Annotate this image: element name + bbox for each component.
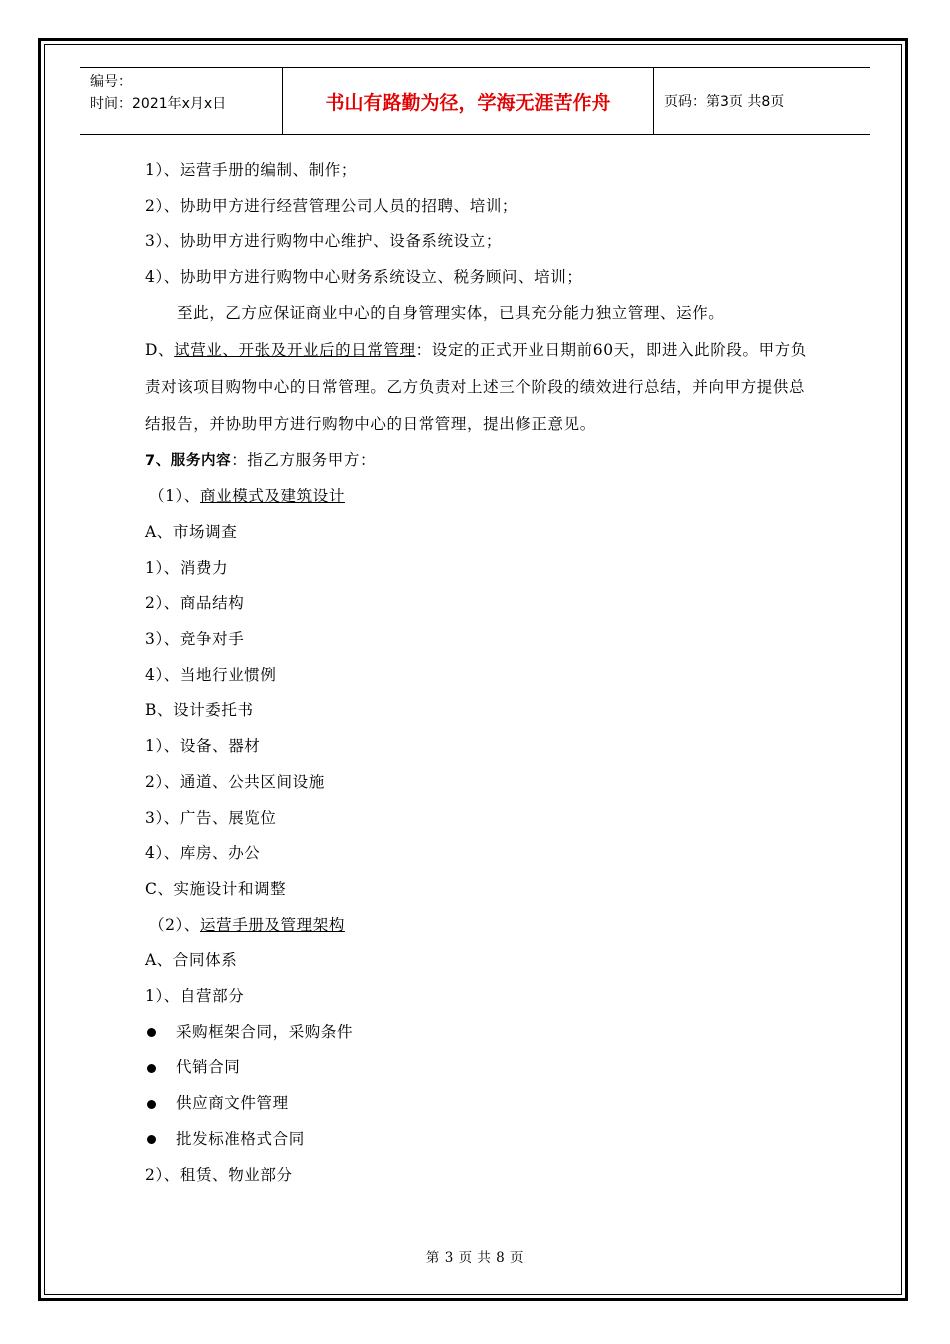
bullet-icon bbox=[147, 1028, 156, 1037]
list-item: 2）、商品结构 bbox=[145, 594, 245, 613]
bullet-text: 代销合同 bbox=[176, 1058, 241, 1077]
page-header bbox=[80, 67, 870, 135]
list-item: 2）、通道、公共区间设施 bbox=[145, 772, 325, 791]
list-item: 3）、协助甲方进行购物中心维护、设备系统设立； bbox=[145, 232, 502, 251]
document-body bbox=[145, 153, 815, 1193]
d-prefix: D、 bbox=[145, 340, 175, 359]
bullet-icon bbox=[147, 1135, 156, 1144]
d-body: ：设定的正式开业日期前60天，即进入此阶段。甲方负责对该项目购物中心的日常管理。乙方负责对上述三个阶段的绩效进行总结，并向甲方提供总结报告，并协助甲方进行购物中心的日常管理，提出修正意见。 bbox=[145, 340, 807, 433]
header-page-number: 页码：第3页 共8页 bbox=[664, 94, 785, 110]
bullet-text: 采购框架合同，采购条件 bbox=[176, 1022, 354, 1041]
list-item: A、合同体系 bbox=[145, 951, 238, 970]
bullet-item bbox=[145, 1122, 815, 1158]
page-footer: 第 3 页 共 8 页 bbox=[425, 1250, 525, 1266]
number-label: 编号： bbox=[90, 74, 132, 90]
list-item: 4）、库房、办公 bbox=[145, 844, 261, 863]
bullet-icon bbox=[147, 1064, 156, 1073]
bullet-item bbox=[145, 1015, 815, 1051]
header-motto: 书山有路勤为径，学海无涯苦作舟 bbox=[282, 68, 654, 134]
section-7-heading bbox=[145, 443, 815, 480]
list-item: A、市场调查 bbox=[145, 522, 238, 541]
list-item: 3）、广告、展览位 bbox=[145, 808, 277, 827]
section-7-label: 7、服务内容 bbox=[145, 452, 232, 469]
list-item: 1）、自营部分 bbox=[145, 987, 245, 1006]
list-item: C、实施设计和调整 bbox=[145, 879, 287, 898]
paragraph-d bbox=[145, 332, 815, 443]
subsection-1-heading bbox=[145, 479, 815, 515]
list-item: 2）、协助甲方进行经营管理公司人员的招聘、培训； bbox=[145, 196, 519, 215]
bullet-item bbox=[145, 1086, 815, 1122]
bullet-icon bbox=[147, 1100, 156, 1109]
section-7-rest: ：指乙方服务甲方： bbox=[231, 450, 377, 469]
list-item: 1）、设备、器材 bbox=[145, 737, 261, 756]
list-item: B、设计委托书 bbox=[145, 701, 254, 720]
subsection-prefix: （1）、 bbox=[149, 487, 201, 506]
header-meta bbox=[80, 68, 282, 134]
bullet-text: 供应商文件管理 bbox=[176, 1094, 289, 1113]
d-title: 试营业、开张及开业后的日常管理 bbox=[174, 340, 416, 359]
subsection-title: 运营手册及管理架构 bbox=[200, 915, 345, 934]
list-item: 4）、协助甲方进行购物中心财务系统设立、税务顾问、培训； bbox=[145, 268, 583, 287]
time-label: 时间：2021年x月x日 bbox=[90, 96, 227, 112]
bullet-text: 批发标准格式合同 bbox=[176, 1129, 305, 1148]
subsection-title: 商业模式及建筑设计 bbox=[200, 487, 345, 506]
bullet-item bbox=[145, 1050, 815, 1086]
subsection-2-heading bbox=[145, 908, 815, 944]
list-item: 1）、消费力 bbox=[145, 558, 229, 577]
paragraph-summary: 至此，乙方应保证商业中心的自身管理实体，已具充分能力独立管理、运作。 bbox=[177, 303, 725, 322]
list-item: 1）、运营手册的编制、制作； bbox=[145, 161, 358, 179]
subsection-prefix: （2）、 bbox=[149, 915, 201, 934]
list-item: 3）、竞争对手 bbox=[145, 630, 245, 649]
list-item: 2）、租赁、物业部分 bbox=[145, 1165, 293, 1184]
list-item: 4）、当地行业惯例 bbox=[145, 665, 277, 684]
